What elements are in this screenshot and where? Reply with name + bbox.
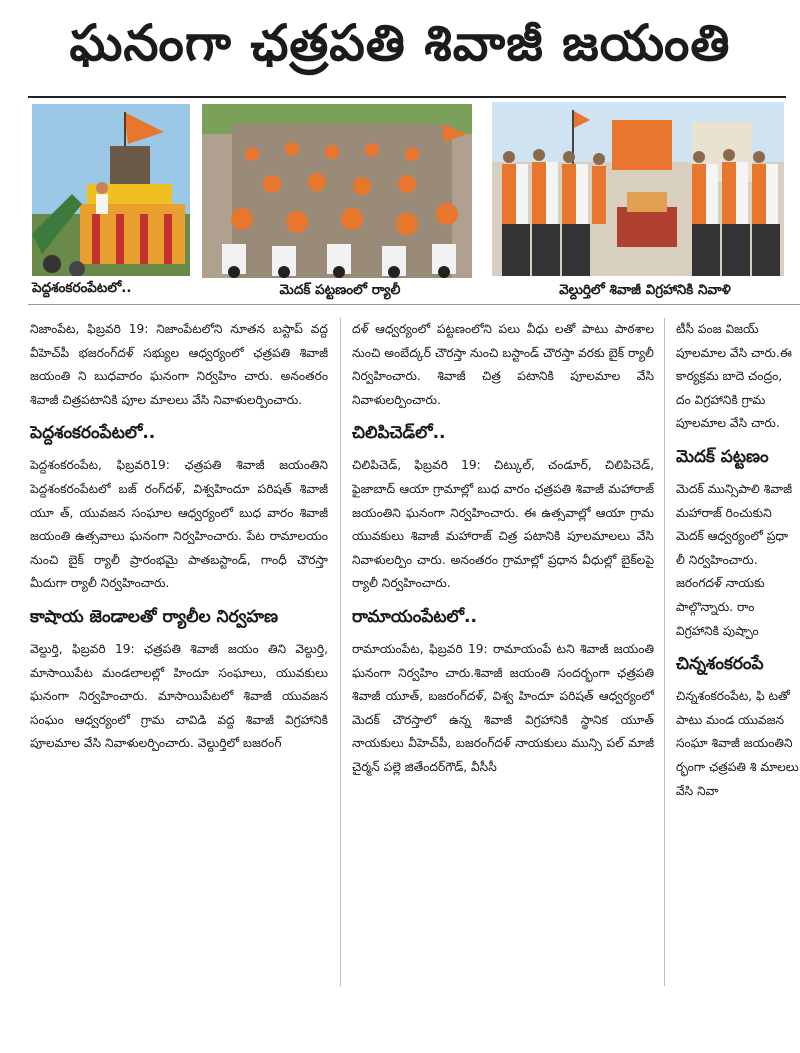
col2-paragraph-2: చిలిపిచెడ్, ఫిబ్రవరి 19: చిట్కుల్, చండూర్, చిలిపిచెడ్, ఫైజాబాద్ ఆయా గ్రామాల్లో బుధ వారం ఛత్రపతి శివాజీ మహారాజ్ జయంతిని ఘనంగా నిర్వహించారు. ఈ ఉత్సవాల్లో ఆయా గ్రామ యువకులు శివాజీ మహారాజ్ చిత్ర పటానికి పూలమాలలు వేసి నివాళులర్పిం చారు. అనంతరం గ్రామాల్లో ప్రధాన వీధుల్లో బైక్‌లపై ర్యాలీ నిర్వహించారు.	[352, 458, 654, 591]
photo-rule	[28, 304, 800, 305]
headline: ఘనంగా ఛత్రపతి శివాజీ జయంతి	[69, 13, 731, 72]
col2-paragraph-1: దళ్ ఆధ్వర్యంలో పట్టణంలోని పలు వీధు లతో పాటు పాఠశాల నుంచి అంబేద్కర్ చౌరస్తా నుంచి బస్టాండ్ చౌరస్తా వరకు బైక్ ర్యాలీ నిర్వహించారు. శివాజీ చిత్ర పటానికి పూలమాల వేసి నివాళులర్పించారు.	[352, 322, 654, 407]
photo-statue-chariot	[32, 104, 190, 276]
photo-bike-rally	[202, 104, 472, 278]
col3-subheading-1: మెదక్ పట్టణం	[676, 446, 769, 467]
col3-paragraph-1: టీసీ పంజ విజయ్ పూలమాల వేసి చారు.ఈ కార్యక్రమ బాదె చంద్రం, దం విగ్రహానికి గ్రామ పూలమాల వేసి చారు.	[676, 322, 792, 431]
col2-subheading-2: రామాయంపేటలో..	[352, 606, 477, 627]
column-divider-1	[340, 318, 341, 986]
page-bottom-margin	[0, 990, 800, 1053]
photo-2-caption: మెదక్ పట్టణంలో ర్యాలీ	[279, 282, 401, 298]
photo-1-caption: పెద్దశంకరంపేటలో..	[32, 280, 132, 296]
headline-rule	[28, 96, 786, 98]
article-column-3	[676, 318, 800, 998]
col1-subheading-2: కాషాయ జెండాలతో ర్యాలీల నిర్వహణ	[30, 606, 279, 627]
col1-subheading-1: పెద్దశంకరంపేటలో..	[30, 423, 156, 444]
col3-paragraph-3: చిన్నశంకరంపేట, ఫి టతో పాటు మండ యువజన సంఘా శివాజీ జయంతిని ర్భంగా ఛత్రపతి శి మాలలు వేసి నివా	[676, 689, 799, 798]
col1-paragraph-3: వెల్దుర్తి, ఫిబ్రవరి 19: ఛత్రపతి శివాజీ జయం తిని వెల్దుర్తి, మాసాయిపేట మండలాలల్లో హిందూ సంఘాలు, యువకులు ఘనంగా నిర్వహించారు. మాసాయిపేటలో శివాజీ యువజన సంఘం ఆధ్వర్యంలో గ్రామ చావిడి వద్ద శివాజీ విగ్రహానికి పూలమాల వేసి నివాళులర్పించారు. వెల్దుర్తిలో బజరంగ్	[30, 641, 328, 751]
col2-subheading-1: చిలిపిచెడ్‌లో..	[352, 423, 446, 444]
col3-paragraph-2: మెదక్ మున్సిపాలి శివాజీ మహారాజ్ రించుకుని మెదక్ ఆధ్వర్యంలో ప్రధా లీ నిర్వహించారు. జరంగదళ్ నాయకు పాల్గొన్నారు. రాం విగ్రహానికి పుష్పాం	[676, 481, 793, 638]
col1-paragraph-2: పెద్దశంకరంపేట, ఫిబ్రవరి19: ఛత్రపతి శివాజీ జయంతిని పెద్దశంకరంపేటలో బజ్ రంగ్‌దళ్, విశ్వహిందూ పరిషత్ శివాజీ యూ త్, యువజన సంఘాల ఆధ్వర్యంలో బుధ వారం శివాజీ జయంతి ఉత్సవాలు ఘనంగా నిర్వహించారు. పేట రామాలయం నుంచి బైక్ ర్యాలీ ప్రారంభమై పాతబస్టాండ్, గాంధీ చౌరస్తా మీదుగా ర్యాలీ నిర్వహించారు.	[30, 458, 328, 591]
photo-3-caption: వెల్దుర్తిలో శివాజీ విగ్రహానికి నివాళి	[559, 282, 731, 298]
col3-subheading-2: చిన్నశంకరంపే	[676, 654, 764, 675]
article-column-2	[352, 318, 654, 998]
column-divider-2	[664, 318, 665, 986]
col1-paragraph-1: నిజాంపేట, ఫిబ్రవరి 19: నిజాంపేటలోని నూతన బస్టాప్ వద్ద వీహెచ్‌పీ భజరంగ్‌దళ్ సభ్యుల ఆధ్వర్యంలో ఛత్రపతి శివాజీ జయంతి ని బుధవారం ఘనంగా నిర్వహిం చారు. అనంతరం శివాజీ చిత్రపటానికి పూల మాలలు వేసి నివాళులర్పించారు.	[30, 322, 328, 407]
photo-statue-tribute	[492, 102, 784, 276]
col2-paragraph-3: రామాయంపేట, ఫిబ్రవరి 19: రామాయంపే టని శివాజీ జయంతి ఘనంగా నిర్వహిం చారు.శివాజీ జయంతి సందర్భంగా ఛత్రపతి శివాజీ యూత్, బజరంగ్‌దళ్, విశ్వ హిందూ పరిషత్ ఆధ్వర్యంలో మెదక్ చౌరస్తాలో ఉన్న శివాజీ విగ్రహానికి స్థానిక యూత్ నాయకులు వీహెచ్‌పీ, బజరంగ్‌దళ్ నాయకులు మున్సి పల్ మాజీ చైర్మన్ పల్లె జితేందర్‌గౌడ్, వీసీసీ	[352, 641, 654, 774]
article-column-1	[30, 318, 328, 998]
